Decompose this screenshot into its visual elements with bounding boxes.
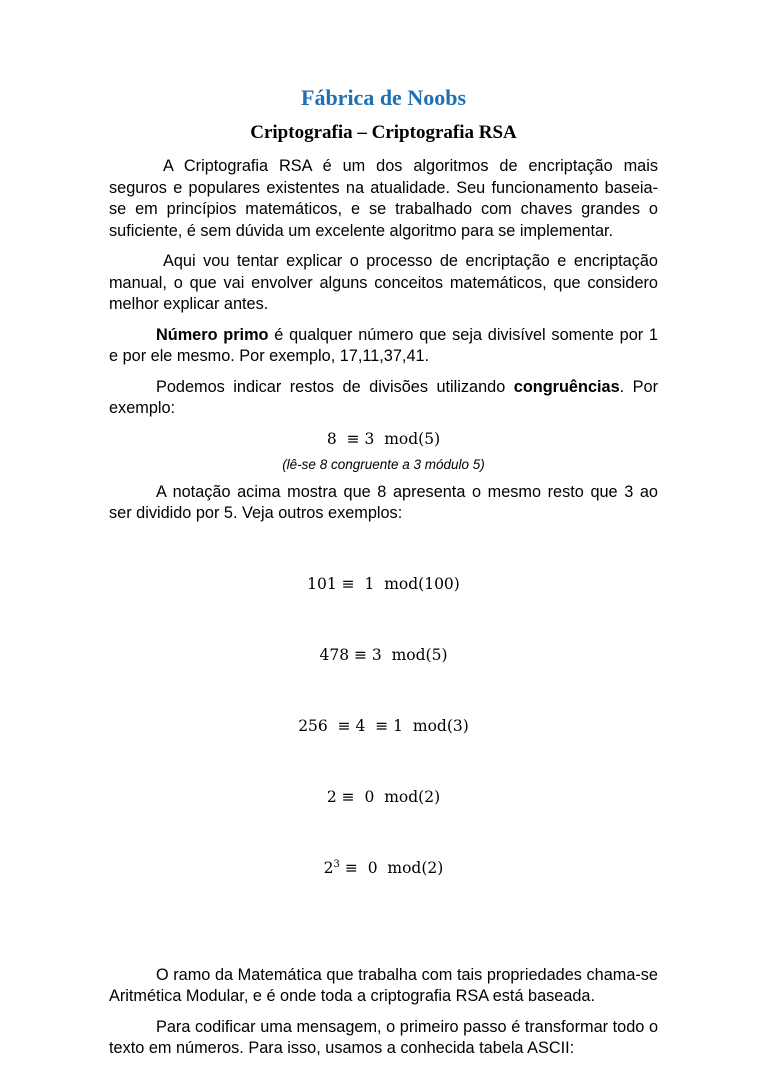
- congruences-intro: Podemos indicar restos de divisões utilizando: [156, 377, 514, 396]
- site-title: Fábrica de Noobs: [301, 85, 466, 110]
- math-example-row: 256 ≡ 4 ≡ 1 mod(3): [298, 716, 469, 735]
- paragraph-modular-arithmetic: O ramo da Matemática que trabalha com tais propriedades chama-se Aritmética Modular, e é onde toda a criptografia RSA está baseada.: [109, 965, 658, 1005]
- document-content: [109, 84, 658, 1069]
- paragraph-prime-number: [109, 325, 658, 368]
- math-example-main: 8 ≡ 3 mod(5): [326, 429, 441, 448]
- paragraph-ascii: Para codificar uma mensagem, o primeiro passo é transformar todo o texto em números. Para isso, usamos a conhecida tabela ASCII:: [109, 1017, 658, 1057]
- math-examples-list: [109, 534, 658, 929]
- math-example-row-power: [109, 858, 658, 889]
- math-caption: (lê-se 8 congruente a 3 módulo 5): [282, 456, 485, 472]
- power-rest: ≡ 0 mod(2): [339, 858, 444, 877]
- document-title: Criptografia – Criptografia RSA: [250, 122, 517, 143]
- prime-number-definition: é qualquer número que seja divisível somente por 1 e por ele mesmo. Por exemplo, 17,11,37,41.: [109, 325, 658, 365]
- term-prime-number: Número primo: [156, 325, 269, 344]
- power-exponent: 3: [333, 858, 340, 870]
- paragraph-notation: A notação acima mostra que 8 apresenta o mesmo resto que 3 ao ser dividido por 5. Veja outros exemplos:: [109, 482, 658, 522]
- paragraph-congruences: [109, 377, 658, 420]
- math-example-row: 478 ≡ 3 mod(5): [319, 645, 448, 664]
- term-congruences: congruências: [513, 377, 620, 396]
- congruences-end: . Por exemplo:: [109, 377, 658, 417]
- paragraph-explanation: Aqui vou tentar explicar o processo de encriptação e encriptação manual, o que vai envolver alguns conceitos matemáticos, que considero melhor explicar antes.: [109, 252, 658, 313]
- paragraph-intro: A Criptografia RSA é um dos algoritmos de encriptação mais seguros e populares existentes na atualidade. Seu funcionamento baseia-se em princípios matemáticos, e se trabalhado com chaves grandes o suficiente, é sem dúvida um excelente algoritmo para se implementar.: [109, 157, 658, 240]
- math-example-row: 101 ≡ 1 mod(100): [307, 574, 460, 593]
- math-example-row: 2 ≡ 0 mod(2): [326, 787, 441, 806]
- power-base: 2: [323, 858, 334, 877]
